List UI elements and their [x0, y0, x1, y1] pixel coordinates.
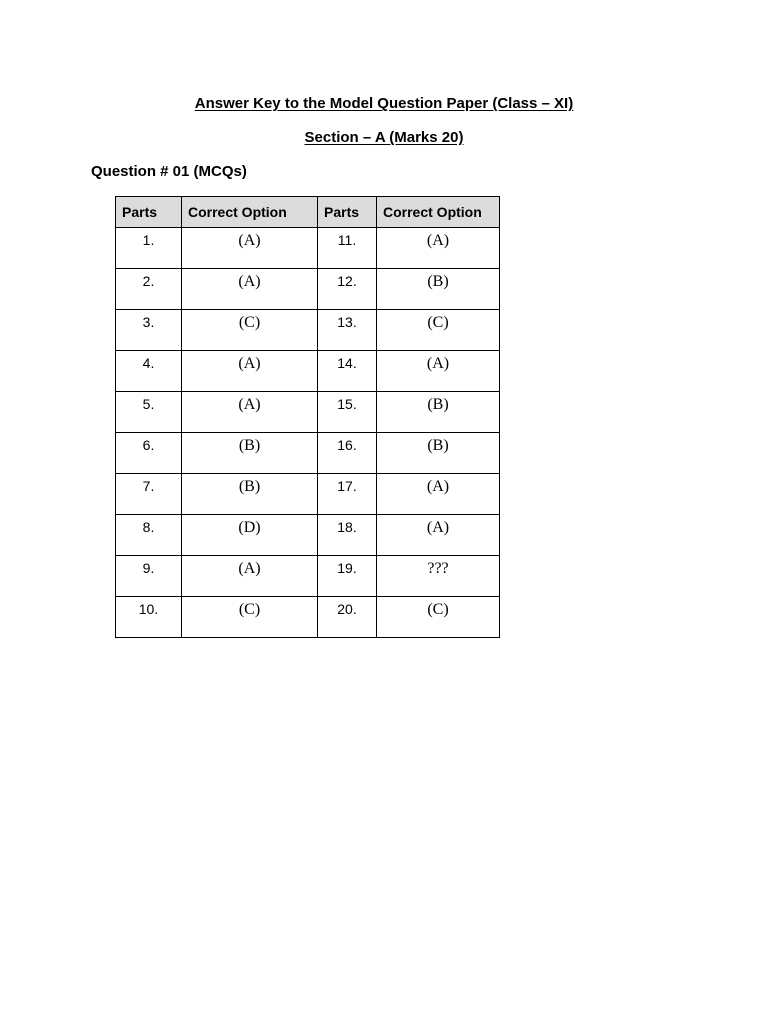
table-row [116, 392, 500, 433]
question-heading: Question # 01 (MCQs) [91, 163, 247, 180]
part-number-right: 20. [318, 597, 377, 638]
part-number-left: 3. [116, 310, 182, 351]
header-parts-right: Parts [318, 197, 377, 228]
part-number-right: 14. [318, 351, 377, 392]
part-number-right: 16. [318, 433, 377, 474]
header-option-left: Correct Option [182, 197, 318, 228]
part-number-left: 6. [116, 433, 182, 474]
table-row [116, 310, 500, 351]
table-row [116, 597, 500, 638]
correct-option-left: (B) [182, 474, 318, 515]
part-number-right: 19. [318, 556, 377, 597]
part-number-right: 17. [318, 474, 377, 515]
correct-option-right: ??? [377, 556, 500, 597]
part-number-right: 13. [318, 310, 377, 351]
part-number-left: 4. [116, 351, 182, 392]
correct-option-left: (D) [182, 515, 318, 556]
correct-option-right: (B) [377, 269, 500, 310]
correct-option-left: (B) [182, 433, 318, 474]
document-title: Answer Key to the Model Question Paper (Class – XI) [194, 95, 574, 112]
correct-option-left: (A) [182, 351, 318, 392]
header-option-right: Correct Option [377, 197, 500, 228]
part-number-right: 12. [318, 269, 377, 310]
part-number-left: 8. [116, 515, 182, 556]
part-number-right: 15. [318, 392, 377, 433]
correct-option-left: (A) [182, 269, 318, 310]
correct-option-left: (A) [182, 392, 318, 433]
answer-key-table [115, 196, 500, 638]
correct-option-right: (A) [377, 351, 500, 392]
table-header-row [116, 197, 500, 228]
table-header [116, 197, 500, 228]
correct-option-right: (A) [377, 228, 500, 269]
table-row [116, 228, 500, 269]
header-parts-left: Parts [116, 197, 182, 228]
table-row [116, 351, 500, 392]
correct-option-right: (A) [377, 515, 500, 556]
correct-option-right: (C) [377, 597, 500, 638]
correct-option-left: (C) [182, 310, 318, 351]
part-number-left: 7. [116, 474, 182, 515]
table-row [116, 474, 500, 515]
table-row [116, 515, 500, 556]
correct-option-left: (C) [182, 597, 318, 638]
part-number-left: 5. [116, 392, 182, 433]
part-number-right: 11. [318, 228, 377, 269]
correct-option-left: (A) [182, 556, 318, 597]
table-body [116, 228, 500, 638]
correct-option-right: (B) [377, 392, 500, 433]
part-number-right: 18. [318, 515, 377, 556]
section-heading: Section – A (Marks 20) [304, 129, 464, 146]
correct-option-left: (A) [182, 228, 318, 269]
table-row [116, 433, 500, 474]
part-number-left: 9. [116, 556, 182, 597]
table-row [116, 556, 500, 597]
part-number-left: 2. [116, 269, 182, 310]
correct-option-right: (C) [377, 310, 500, 351]
table-row [116, 269, 500, 310]
correct-option-right: (A) [377, 474, 500, 515]
part-number-left: 1. [116, 228, 182, 269]
correct-option-right: (B) [377, 433, 500, 474]
part-number-left: 10. [116, 597, 182, 638]
